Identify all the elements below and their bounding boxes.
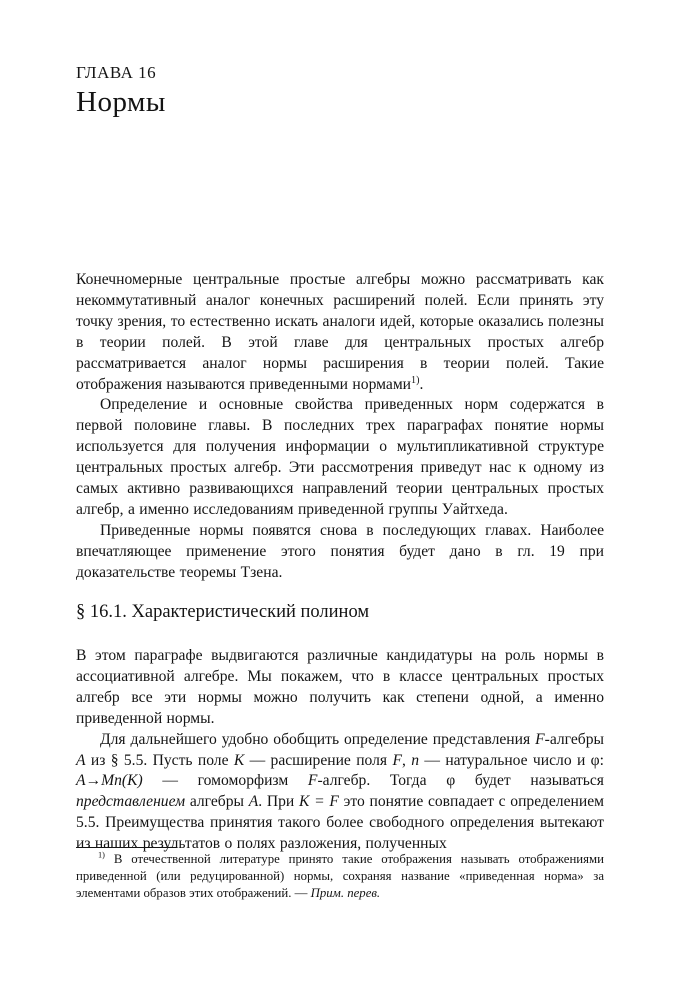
defined-term: представлением bbox=[76, 793, 186, 811]
section-paragraph-1: В этом параграфе выдвигаются различные кандидатуры на роль нормы в ассоциативной алгебре. Мы покажем, что в классе центральных простых алгебр все эти нормы можно получить как степени одной, а именно приведенной нормы. bbox=[76, 647, 604, 727]
footnote-divider bbox=[76, 847, 176, 848]
map-formula: A→Mn(K) bbox=[76, 772, 143, 790]
chapter-title: Нормы bbox=[76, 86, 166, 118]
chapter-intro bbox=[76, 270, 604, 584]
section-heading: § 16.1. Характеристический полином bbox=[76, 602, 370, 622]
section-paragraph-2: Для дальнейшего удобно обобщить определение представления F-алгебры A из § 5.5. Пусть поле K — расширение поля F, n — натуральное число и φ: A→Mn(K) — гомоморфизм F-алгебр. Тогда φ будет называться представлением алгебры A. При K = F это понятие совпадает с определением 5.5. Преимущества принятия такого более свободного определения вытекают из наших результатов о полях разложения, полученных bbox=[76, 730, 604, 853]
chapter-label: ГЛАВА 16 bbox=[76, 63, 157, 82]
footnote: $^{1)}$ В отечественной литературе принято такие отображения называть отображениями приведенной (или редуцированной) нормы, сохраняя название «приведенная норма» за элементами образов этих отображений. — Прим. перев. bbox=[76, 850, 604, 901]
footnote-marker: 1) bbox=[411, 374, 420, 386]
section-body bbox=[76, 646, 604, 855]
intro-paragraph-1: Конечномерные центральные простые алгебры можно рассматривать как некоммутативный аналог конечных расширений полей. Если принять эту точку зрения, то естественно искать аналоги идей, которые оказались полезны в теории полей. В этой главе для центральных простых алгебр рассматривается аналог нормы расширения в теории полей. Такие отображения называются приведенными нормами$^{1)}$. bbox=[76, 271, 604, 393]
intro-paragraph-2: Определение и основные свойства приведенных норм содержатся в первой половине главы. В последних трех параграфах понятие нормы используется для получения информации о мультипликативной структуре центральных простых алгебр. Эти рассмотрения приведут нас к одному из самых активно развивающихся направлений теории центральных простых алгебр, а именно исследованиям приведенной группы Уайтхеда. bbox=[76, 396, 604, 518]
intro-paragraph-3: Приведенные нормы появятся снова в последующих главах. Наиболее впечатляющее применение этого понятия будет дано в гл. 19 при доказательстве теоремы Тзена. bbox=[76, 521, 604, 581]
